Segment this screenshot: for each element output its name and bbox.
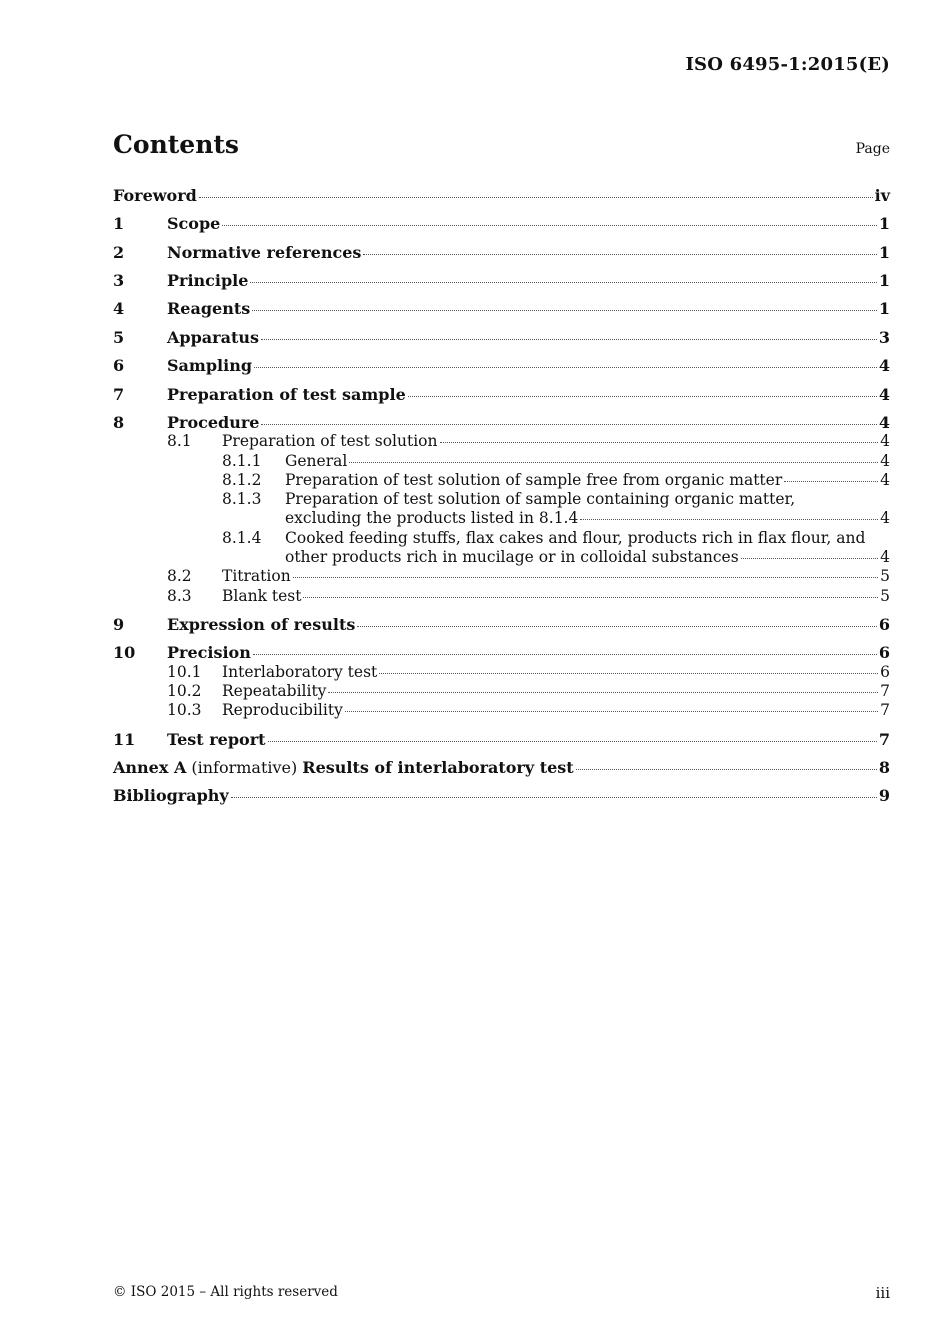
toc-entry-number: 9	[113, 615, 125, 634]
toc-entry-number: 8.1.3	[222, 490, 262, 508]
page-number: iii	[875, 1284, 890, 1302]
toc-entry-general[interactable]	[113, 452, 890, 470]
toc-entry-number: 8.3	[167, 587, 192, 605]
toc-entry-label: Test report	[167, 730, 266, 749]
toc-entry-number: 8.1.2	[222, 471, 262, 489]
toc-entry-page: 1	[878, 271, 890, 290]
toc-entry-label: Scope	[167, 214, 221, 233]
toc-entry-sample-containing-organic-matter[interactable]	[113, 490, 890, 508]
toc-entry-page: iv	[874, 186, 890, 205]
toc-entry-number: 8	[113, 413, 125, 432]
toc-entry-expression-of-results[interactable]	[113, 615, 890, 634]
toc-entry-page: 5	[880, 567, 890, 585]
leader-dots	[741, 558, 878, 559]
leader-dots	[784, 481, 878, 482]
toc-entry-label: Reagents	[167, 299, 251, 318]
leader-dots	[576, 769, 877, 770]
toc-entry-foreword[interactable]	[113, 186, 890, 205]
toc-entry-page: 1	[878, 243, 890, 262]
toc-entry-number: 8.1	[167, 432, 192, 450]
toc-entry-label: Titration	[222, 567, 291, 585]
leader-dots	[349, 462, 878, 463]
toc-entry-repeatability[interactable]	[113, 682, 890, 700]
toc-entry-label: Blank test	[222, 587, 302, 605]
toc-entry-page: 4	[878, 385, 890, 404]
toc-entry-preparation-of-test-sample[interactable]	[113, 385, 890, 404]
toc-entry-number: 7	[113, 385, 125, 404]
leader-dots	[253, 654, 877, 655]
toc-entry-label: General	[285, 452, 348, 470]
page-footer	[113, 1284, 890, 1302]
toc-entry-label: Normative references	[167, 243, 362, 262]
toc-entry-label: Bibliography	[113, 786, 229, 805]
toc-entry-label: Foreword	[113, 186, 197, 205]
toc-entry-page: 6	[878, 615, 890, 634]
toc-entry-preparation-of-test-solution[interactable]	[113, 432, 890, 450]
toc-entry-page: 1	[878, 214, 890, 233]
toc-entry-number: 8.2	[167, 567, 192, 585]
leader-dots	[363, 254, 876, 255]
copyright-notice: © ISO 2015 – All rights reserved	[113, 1284, 338, 1300]
toc-entry-reproducibility[interactable]	[113, 701, 890, 719]
toc-entry-label: Preparation of test sample	[167, 385, 406, 404]
toc-entry-number: 8.1.4	[222, 529, 262, 547]
toc-entry-page: 4	[880, 452, 890, 470]
toc-entry-sample-containing-organic-matter-continued[interactable]	[113, 509, 890, 527]
leader-dots	[580, 519, 878, 520]
toc-entry-principle[interactable]	[113, 271, 890, 290]
toc-entry-label: Procedure	[167, 413, 260, 432]
toc-entry-annex-prefix: Annex A	[113, 758, 187, 777]
toc-entry-label: Reproducibility	[222, 701, 343, 719]
toc-entry-precision[interactable]	[113, 643, 890, 662]
toc-entry-number: 8.1.1	[222, 452, 262, 470]
leader-dots	[357, 626, 877, 627]
toc-entry-number: 5	[113, 328, 125, 347]
toc-entry-label: Expression of results	[167, 615, 356, 634]
toc-entry-normative-references[interactable]	[113, 243, 890, 262]
leader-dots	[303, 597, 878, 598]
toc-entry-page: 4	[880, 432, 890, 450]
toc-entry-page: 5	[880, 587, 890, 605]
leader-dots	[440, 442, 879, 443]
toc-entry-label: Apparatus	[167, 328, 259, 347]
toc-entry-cooked-feeding-stuffs-continued[interactable]	[113, 548, 890, 566]
toc-entry-page: 6	[880, 663, 890, 681]
toc-entry-interlaboratory-test[interactable]	[113, 663, 890, 681]
toc-entry-label: Principle	[167, 271, 249, 290]
toc-entry-page: 4	[880, 471, 890, 489]
toc-entry-number: 11	[113, 730, 136, 749]
leader-dots	[328, 692, 878, 693]
toc-entry-label: Preparation of test solution	[222, 432, 438, 450]
toc-entry-label: Repeatability	[222, 682, 327, 700]
toc-entry-label: Precision	[167, 643, 251, 662]
toc-entry-blank-test[interactable]	[113, 587, 890, 605]
toc-entry-page: 7	[878, 730, 890, 749]
toc-entry-page: 8	[878, 758, 890, 777]
toc-entry-label: other products rich in mucilage or in colloidal substances	[285, 548, 739, 566]
leader-dots	[268, 741, 877, 742]
toc-entry-label: Cooked feeding stuffs, flax cakes and flour, products rich in flax flour, and	[285, 529, 866, 547]
toc-entry-label: Interlaboratory test	[222, 663, 378, 681]
document-id: ISO 6495-1:2015(E)	[685, 54, 890, 75]
leader-dots	[261, 339, 877, 340]
toc-entry-bibliography[interactable]	[113, 786, 890, 805]
toc-entry-number: 1	[113, 214, 125, 233]
toc-entry-number: 10	[113, 643, 136, 662]
toc-entry-annex-kind: (informative)	[191, 758, 298, 777]
leader-dots	[199, 197, 873, 198]
toc-entry-number: 10.2	[167, 682, 202, 700]
toc-entry-titration[interactable]	[113, 567, 890, 585]
toc-entry-number: 4	[113, 299, 125, 318]
toc-entry-label: Preparation of test solution of sample containing organic matter,	[285, 490, 796, 508]
toc-entry-page: 4	[878, 413, 890, 432]
toc-entry-label: Preparation of test solution of sample free from organic matter	[285, 471, 783, 489]
toc-entry-label: Sampling	[167, 356, 253, 375]
leader-dots	[293, 577, 878, 578]
page-title: Contents	[113, 130, 240, 159]
toc-entry-page: 7	[880, 682, 890, 700]
toc-entry-page: 1	[878, 299, 890, 318]
toc-entry-annex-a[interactable]	[113, 758, 890, 777]
title-row	[113, 130, 890, 159]
leader-dots	[254, 367, 877, 368]
toc-entry-page: 9	[878, 786, 890, 805]
toc-entry-label: Results of interlaboratory test	[302, 758, 574, 777]
toc-entry-sampling[interactable]	[113, 356, 890, 375]
toc-entry-label: excluding the products listed in 8.1.4	[285, 509, 579, 527]
toc-entry-number: 6	[113, 356, 125, 375]
toc-entry-scope[interactable]	[113, 214, 890, 233]
toc-entry-page: 6	[878, 643, 890, 662]
toc-entry-number: 10.3	[167, 701, 202, 719]
toc-entry-page: 4	[878, 356, 890, 375]
leader-dots	[408, 396, 877, 397]
toc-entry-number: 10.1	[167, 663, 202, 681]
toc-entry-page: 4	[880, 509, 890, 527]
toc-entry-number: 3	[113, 271, 125, 290]
toc-entry-number: 2	[113, 243, 125, 262]
toc-entry-reagents[interactable]	[113, 299, 890, 318]
toc-entry-apparatus[interactable]	[113, 328, 890, 347]
toc-entry-test-report[interactable]	[113, 730, 890, 749]
leader-dots	[222, 225, 877, 226]
leader-dots	[261, 424, 876, 425]
toc-entry-sample-free-from-organic-matter[interactable]	[113, 471, 890, 489]
leader-dots	[345, 711, 878, 712]
toc-entry-page: 4	[880, 548, 890, 566]
leader-dots	[231, 797, 877, 798]
page-column-label: Page	[855, 141, 890, 157]
toc-entry-cooked-feeding-stuffs[interactable]	[113, 529, 890, 547]
leader-dots	[252, 310, 877, 311]
toc-entry-procedure[interactable]	[113, 413, 890, 432]
leader-dots	[250, 282, 876, 283]
toc-entry-page: 3	[878, 328, 890, 347]
leader-dots	[379, 673, 878, 674]
toc-entry-page: 7	[880, 701, 890, 719]
